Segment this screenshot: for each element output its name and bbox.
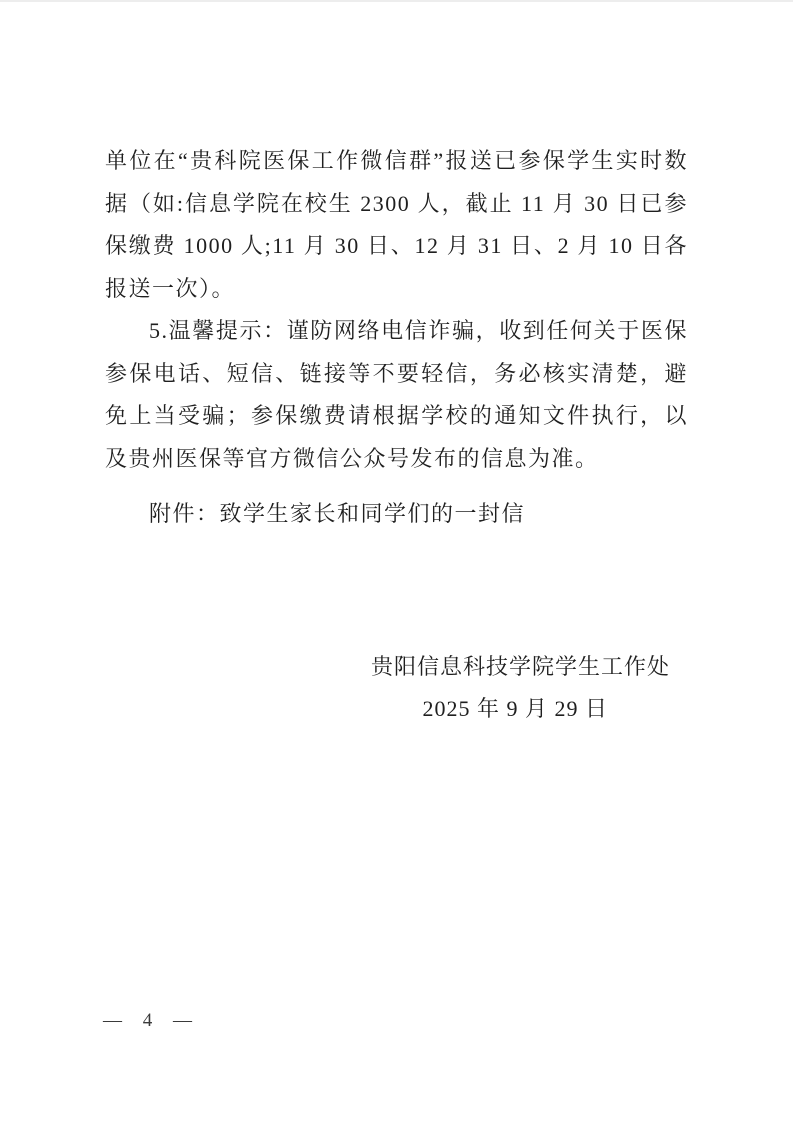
date-line: 2025 年 9 月 29 日 [422, 696, 608, 721]
page-number: — 4 — [103, 1010, 197, 1031]
signature-line: 贵阳信息科技学院学生工作处 [370, 653, 670, 679]
paragraph-tips: 5.温馨提示：谨防网络电信诈骗，收到任何关于医保参保电话、短信、链接等不要轻信，务必核实清楚，避免上当受骗；参保缴费请根据学校的通知文件执行，以及贵州医保等官方微信公众号发布的信息为准。 [105, 318, 688, 471]
attachment-line: 附件：致学生家长和同学们的一封信 [149, 501, 526, 526]
document-body [105, 140, 688, 731]
paragraph-continuation: 单位在“贵科院医保工作微信群”报送已参保学生实时数据（如:信息学院在校生 2300 人，截止 11 月 30 日已参保缴费 1000 人;11 月 30 日、12 月 31 日、2 月 10 日各报送一次）。 [105, 148, 688, 301]
